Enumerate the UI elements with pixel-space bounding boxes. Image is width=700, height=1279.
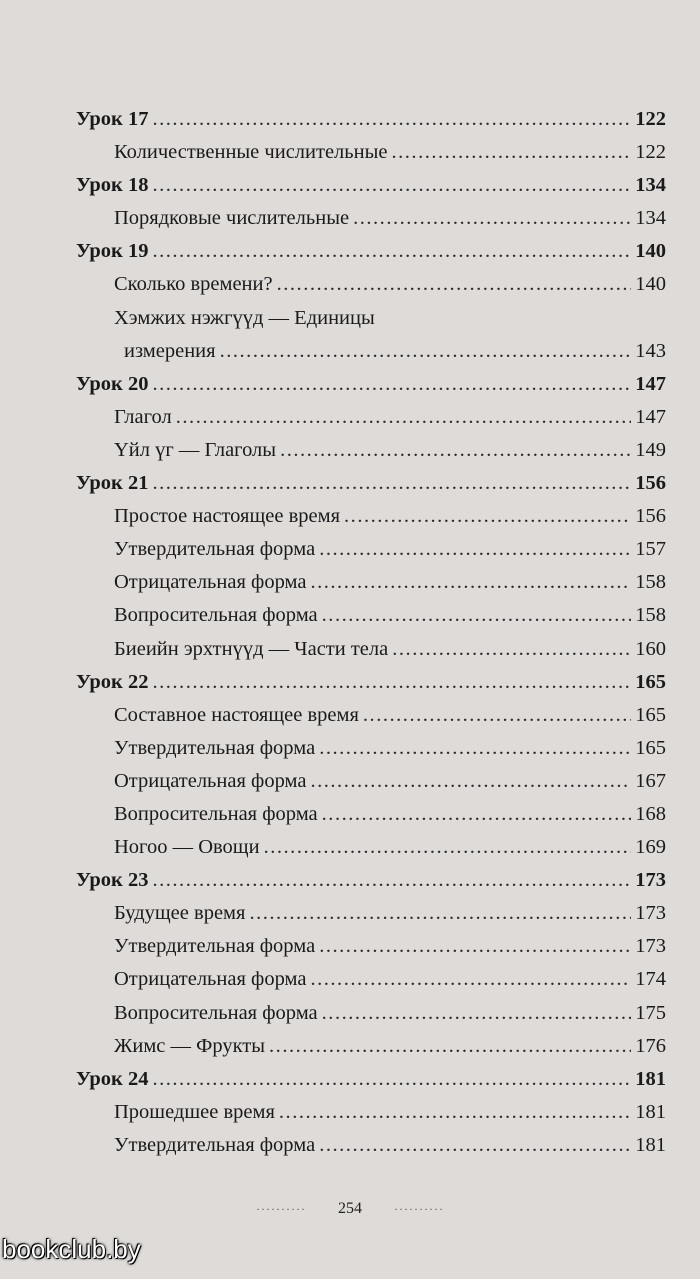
toc-page-number: 140 <box>635 240 666 263</box>
toc-leader-dots <box>310 765 631 798</box>
toc-leader-dots <box>152 1063 631 1096</box>
toc-entry-label: измерения <box>124 339 216 362</box>
toc-page-number: 134 <box>635 207 666 230</box>
toc-entry-label: Жимс — Фрукты <box>114 1034 266 1057</box>
toc-leader-dots <box>310 963 631 996</box>
toc-leader-dots <box>322 798 632 831</box>
toc-page-number: 173 <box>635 869 666 892</box>
toc-entry-label: Отрицательная форма <box>114 769 307 792</box>
toc-entry-label: Утвердительная форма <box>114 935 316 958</box>
toc-entry-label: Будущее время <box>114 902 246 925</box>
toc-subentry <box>76 930 666 963</box>
toc-leader-dots <box>152 368 631 401</box>
toc-entry-label: Урок 24 <box>76 1067 149 1090</box>
toc-page-number: 140 <box>635 273 666 296</box>
toc-entry-label: Вопросительная форма <box>114 1001 318 1024</box>
page-number: 254 <box>338 1200 362 1217</box>
toc-page-number: 134 <box>635 174 666 197</box>
toc-subentry <box>76 533 666 566</box>
toc-leader-dots <box>152 864 631 897</box>
toc-entry-label: Урок 20 <box>76 372 149 395</box>
toc-subentry <box>76 1096 666 1129</box>
toc-entry-label: Урок 21 <box>76 472 149 495</box>
toc-page-number: 181 <box>635 1133 666 1156</box>
toc-page-number: 122 <box>635 141 666 164</box>
toc-page-number: 147 <box>635 372 666 395</box>
toc-entry-label: Прошедшее время <box>114 1100 275 1123</box>
toc-leader-dots <box>152 235 631 268</box>
toc-page-number: 149 <box>635 438 666 461</box>
toc-subentry <box>76 1129 666 1162</box>
toc-leader-dots <box>152 169 631 202</box>
toc-leader-dots <box>344 500 631 533</box>
watermark: bookclub.by <box>2 1234 141 1264</box>
toc-leader-dots <box>322 997 632 1030</box>
toc-page-number: 147 <box>635 405 666 428</box>
toc-entry-label: Урок 19 <box>76 240 149 263</box>
toc-page-number: 168 <box>635 802 666 825</box>
toc-subentry <box>76 1030 666 1063</box>
toc-page-number: 175 <box>635 1001 666 1024</box>
toc-entry-label: Үйл үг — Глаголы <box>114 438 277 461</box>
toc-subentry <box>76 798 666 831</box>
toc-subentry <box>76 897 666 930</box>
toc-lesson-entry <box>76 103 666 136</box>
toc-entry-label: Ногоо — Овощи <box>114 836 260 859</box>
toc-page-number: 156 <box>635 472 666 495</box>
toc-page-number: 176 <box>635 1034 666 1057</box>
toc-entry-label: Утвердительная форма <box>114 1133 316 1156</box>
toc-entry-label: Количественные числительные <box>114 141 388 164</box>
toc-subentry <box>76 566 666 599</box>
toc-page-number: 181 <box>635 1067 666 1090</box>
toc-leader-dots <box>280 434 631 467</box>
toc-entry-label: Порядковые числительные <box>114 207 350 230</box>
toc-subentry <box>76 434 666 467</box>
toc-page-number: 122 <box>635 108 666 130</box>
toc-leader-dots <box>310 566 631 599</box>
toc-leader-dots <box>152 666 631 699</box>
toc-page-number: 165 <box>635 703 666 726</box>
toc-subentry <box>76 268 666 301</box>
toc-leader-dots <box>220 335 632 368</box>
toc-entry-label: Вопросительная форма <box>114 802 318 825</box>
toc-lesson-entry <box>76 368 666 401</box>
toc-entry-label: Урок 23 <box>76 869 149 892</box>
toc-entry-label: Урок 17 <box>76 108 149 130</box>
toc-page-number: 169 <box>635 836 666 859</box>
toc-leader-dots <box>249 897 631 930</box>
toc-leader-dots <box>319 1129 631 1162</box>
toc-entry-label: Урок 22 <box>76 670 149 693</box>
toc-subentry <box>76 963 666 996</box>
footer-ornament-left: ·········· <box>256 1201 306 1216</box>
toc-lesson-entry <box>76 169 666 202</box>
toc-subentry <box>76 202 666 235</box>
toc-leader-dots <box>319 533 631 566</box>
toc-lesson-entry <box>76 235 666 268</box>
toc-subentry <box>76 136 666 169</box>
toc-entry-label: Вопросительная форма <box>114 604 318 627</box>
toc-page-number: 160 <box>635 637 666 660</box>
toc-leader-dots <box>279 1096 631 1129</box>
toc-page-number: 158 <box>635 604 666 627</box>
toc-page-number: 143 <box>635 339 666 362</box>
page-footer <box>0 1200 700 1218</box>
toc-entry-label: Утвердительная форма <box>114 736 316 759</box>
toc-page-number: 157 <box>635 538 666 561</box>
toc-entry-label: Утвердительная форма <box>114 538 316 561</box>
toc-entry-label: Составное настоящее время <box>114 703 359 726</box>
toc-leader-dots <box>176 401 632 434</box>
toc-entry-label: Глагол <box>114 405 172 428</box>
toc-page-number: 173 <box>635 935 666 958</box>
toc-subentry <box>76 765 666 798</box>
toc-subentry <box>76 633 666 666</box>
toc-leader-dots <box>264 831 632 864</box>
toc-leader-dots <box>391 136 631 169</box>
toc-leader-dots <box>392 633 631 666</box>
table-of-contents <box>76 103 666 1162</box>
toc-entry-label: Урок 18 <box>76 174 149 197</box>
toc-leader-dots <box>319 732 631 765</box>
toc-leader-dots <box>152 467 631 500</box>
toc-page-number: 165 <box>635 670 666 693</box>
toc-entry-label: Отрицательная форма <box>114 571 307 594</box>
toc-lesson-entry <box>76 1063 666 1096</box>
toc-entry-label: Отрицательная форма <box>114 968 307 991</box>
footer-ornament-right: ·········· <box>394 1201 444 1216</box>
toc-leader-dots <box>353 202 631 235</box>
toc-subentry <box>76 831 666 864</box>
toc-subentry <box>76 335 666 368</box>
toc-subentry <box>76 699 666 732</box>
toc-subentry <box>76 599 666 632</box>
toc-leader-dots <box>152 103 631 136</box>
toc-entry-label: Биеийн эрхтнүүд — Части тела <box>114 637 389 660</box>
toc-page-number: 173 <box>635 902 666 925</box>
toc-subentry <box>76 732 666 765</box>
toc-subentry <box>76 401 666 434</box>
toc-page-number: 181 <box>635 1100 666 1123</box>
toc-leader-dots <box>319 930 631 963</box>
toc-subentry <box>76 997 666 1030</box>
toc-leader-dots <box>277 268 632 301</box>
toc-page-number: 156 <box>635 505 666 528</box>
toc-entry-label: Простое настоящее время <box>114 505 341 528</box>
toc-page-number: 158 <box>635 571 666 594</box>
toc-subentry <box>76 500 666 533</box>
toc-leader-dots <box>269 1030 631 1063</box>
toc-page-number: 174 <box>635 968 666 991</box>
toc-lesson-entry <box>76 666 666 699</box>
toc-leader-dots <box>322 599 632 632</box>
toc-page-number: 167 <box>635 769 666 792</box>
toc-entry-label: Сколько времени? <box>114 273 273 296</box>
toc-leader-dots <box>363 699 631 732</box>
toc-entry-label: Хэмжих нэжгүүд — Единицы <box>114 306 375 329</box>
toc-subentry <box>76 302 666 335</box>
toc-lesson-entry <box>76 467 666 500</box>
toc-page-number: 165 <box>635 736 666 759</box>
toc-lesson-entry <box>76 864 666 897</box>
